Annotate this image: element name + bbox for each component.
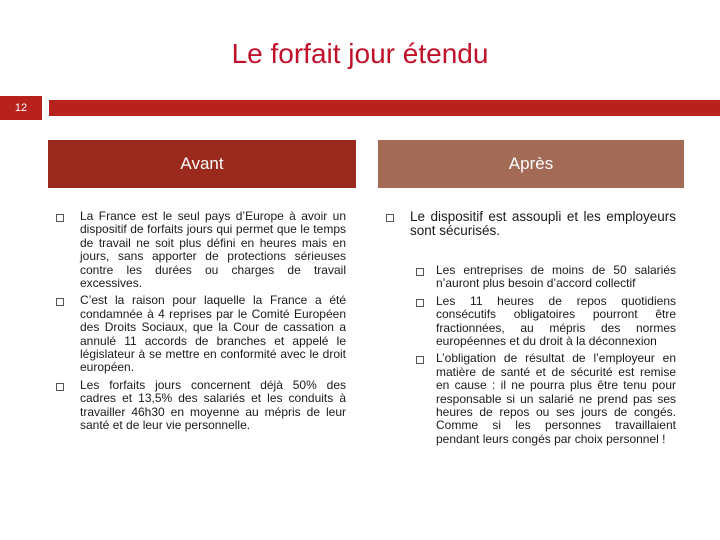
bullet-text: Le dispositif est assoupli et les employeurs sont sécurisés. <box>410 209 676 238</box>
square-bullet-icon <box>56 383 64 391</box>
square-bullet-icon <box>416 268 424 276</box>
square-bullet-icon <box>416 356 424 364</box>
before-bullet-list <box>56 210 346 437</box>
bullet-text: La France est le seul pays d’Europe à avoir un dispositif de forfaits jours qui permet que le temps de travail ne soit plus défini en heures mais en jours, sans apporter de protections sérieuses contre les durées ou charges de travail excessives. <box>80 209 346 291</box>
slide-title: Le forfait jour étendu <box>231 38 489 69</box>
after-bullet-list <box>386 210 676 450</box>
list-item <box>56 294 346 374</box>
header-divider-bar <box>49 100 720 116</box>
bullet-text: Les forfaits jours concernent déjà 50% des cadres et 13,5% des salariés et les conduits à travailler 46h30 en moyenne au mépris de leur santé et de leur vie personnelle. <box>80 377 346 433</box>
slide-number: 12 <box>0 96 42 120</box>
list-item <box>410 352 676 446</box>
sub-bullet-text: Les entreprises de moins de 50 salariés n’auront plus besoin d’accord collectif <box>436 263 676 291</box>
sub-bullet-text: Les 11 heures de repos quotidiens consécutifs obligatoires pourront être fractionnées, au mépris des normes européennes et du droit à la déconnexion <box>436 293 676 349</box>
list-item <box>56 210 346 290</box>
list-item <box>56 379 346 433</box>
slide-number-band <box>0 96 720 120</box>
list-item <box>386 210 676 446</box>
column-header-before: Avant <box>48 140 356 188</box>
square-bullet-icon <box>56 214 64 222</box>
square-bullet-icon <box>386 214 394 222</box>
square-bullet-icon <box>56 298 64 306</box>
list-item <box>410 295 676 349</box>
column-header-after: Après <box>378 140 684 188</box>
bullet-text: C’est la raison pour laquelle la France a été condamnée à 4 reprises par le Comité Européen des Droits Sociaux, que la Cour de cassation a annulé 11 accords de branches et appelé le législateur à se mettre en conformité avec le droit européen. <box>80 293 346 375</box>
list-item <box>410 264 676 291</box>
after-sub-bullet-list <box>410 264 676 446</box>
square-bullet-icon <box>416 299 424 307</box>
sub-bullet-text: L’obligation de résultat de l’employeur en matière de santé et de sécurité est remise en cause : il ne pourra plus être tenu pour responsable si un salarié ne prend pas ses heures de repos ou ses jours de congés. Comme si les personnes travaillaient pendant leurs congés par choix personnel ! <box>436 351 676 446</box>
